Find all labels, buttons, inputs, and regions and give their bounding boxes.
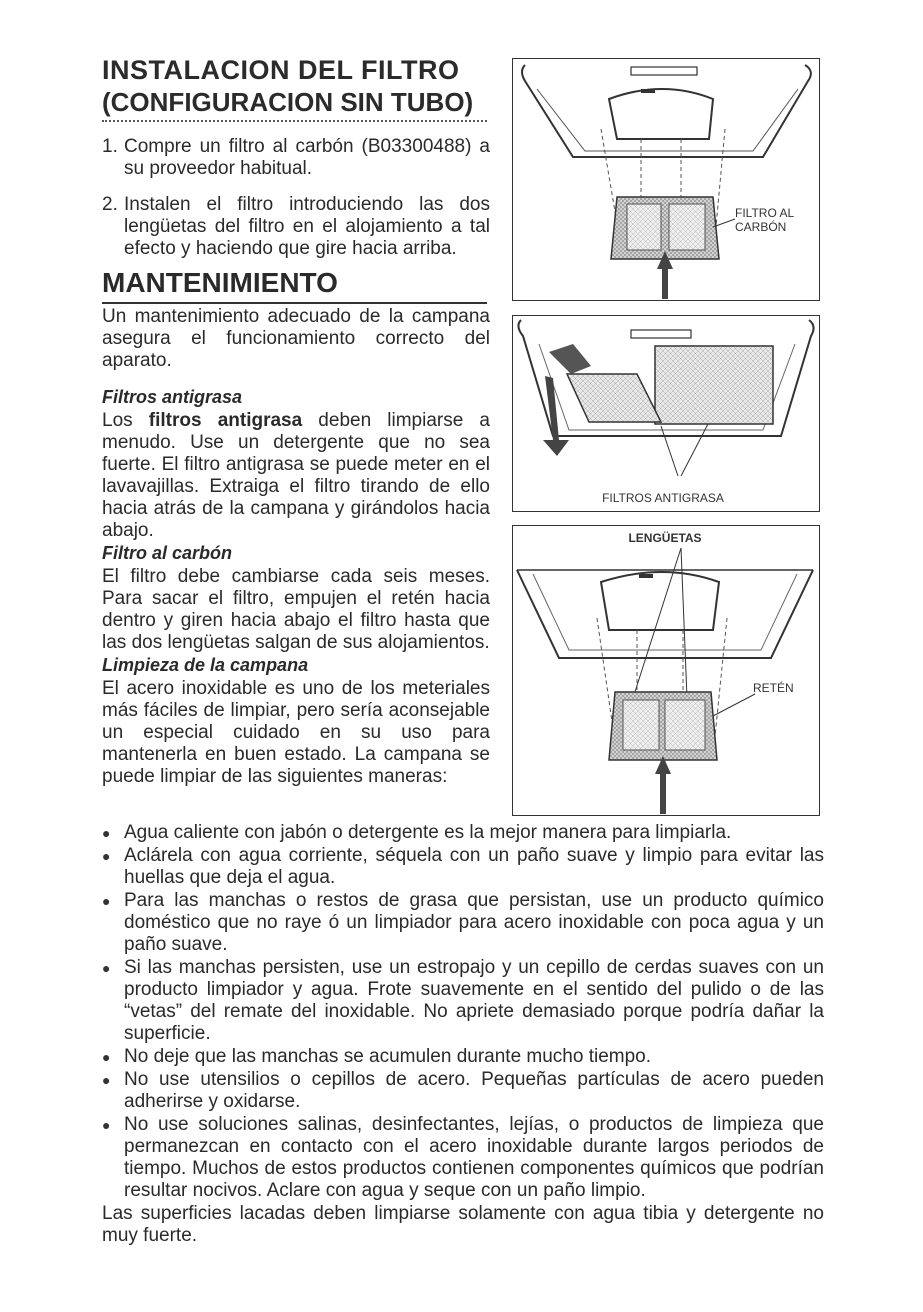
install-title: INSTALACION DEL FILTRO bbox=[102, 55, 460, 85]
tabs-label: LENGÜETAS bbox=[628, 531, 702, 545]
bullet-icon: ● bbox=[102, 1072, 111, 1088]
list-item bbox=[102, 1069, 824, 1113]
install-step-2 bbox=[102, 194, 490, 260]
list-item bbox=[102, 1046, 824, 1068]
grease-filter-text bbox=[102, 410, 490, 542]
section-divider bbox=[102, 302, 487, 304]
bullet-icon: ● bbox=[102, 1117, 111, 1133]
maintenance-title: MANTENIMIENTO bbox=[102, 267, 338, 298]
carbon-filter-label: FILTRO AL bbox=[735, 206, 795, 220]
list-item bbox=[102, 845, 824, 889]
bullet-icon: ● bbox=[102, 960, 111, 976]
tabs-latch-illustration bbox=[513, 526, 818, 814]
carbon-filter-label-2: CARBÓN bbox=[735, 220, 787, 234]
hood-cleaning-heading: Limpieza de la campana bbox=[102, 655, 309, 675]
bullet-icon: ● bbox=[102, 825, 111, 841]
grease-filter-heading: Filtros antigrasa bbox=[102, 387, 243, 407]
left-column bbox=[102, 55, 490, 788]
bullet-icon: ● bbox=[102, 1049, 111, 1065]
install-subtitle: (CONFIGURACION SIN TUBO) bbox=[102, 86, 487, 122]
step-text: Instalen el filtro introduciendo las dos lengüetas del filtro en el alojamiento a tal efecto y haciendo que gire hacia arriba. bbox=[124, 194, 490, 259]
grease-filter-illustration bbox=[513, 316, 818, 510]
maintenance-intro: Un mantenimiento adecuado de la campana asegura el funcionamiento correcto del aparato. bbox=[102, 306, 490, 371]
bullet-icon: ● bbox=[102, 848, 111, 864]
step-number: 2. bbox=[102, 194, 118, 215]
carbon-filter-text: El filtro debe cambiarse cada seis meses. Para sacar el filtro, empujen el retén hacia dentro y giren hacia abajo el filtro hasta que las dos lengüetas salgan de sus alojamientos. bbox=[102, 566, 490, 653]
figure-grease-filters bbox=[512, 315, 820, 512]
figure-tabs-latch bbox=[512, 525, 820, 816]
bullet-icon: ● bbox=[102, 893, 111, 909]
hood-cleaning-text: El acero inoxidable es uno de los meteriales más fáciles de limpiar, pero sería aconsejable un especial cuidado en su uso para mantenerla en buen estado. La campana se puede limpiar de las siguientes maneras: bbox=[102, 678, 490, 787]
cleaning-bullets bbox=[102, 822, 824, 1247]
list-item bbox=[102, 822, 824, 844]
grease-bold-term: filtros antigrasa bbox=[148, 410, 303, 431]
list-item-text: No deje que las manchas se acumulen durante mucho tiempo. bbox=[124, 1046, 652, 1067]
latch-label: RETÉN bbox=[753, 681, 794, 695]
carbon-filter-illustration bbox=[513, 59, 818, 299]
list-item-text: Aclárela con agua corriente, séquela con un paño suave y limpio para evitar las huellas que deja el agua. bbox=[124, 845, 824, 888]
step-number: 1. bbox=[102, 136, 118, 157]
grease-body: deben limpiarse a menudo. Use un detergente que no sea fuerte. El filtro antigrasa se puede meter en el lavavajillas. Extraiga el filtro tirando de ello hacia atrás de la campana y girándolos hacia abajo. bbox=[102, 410, 490, 541]
closing-paragraph: Las superficies lacadas deben limpiarse solamente con agua tibia y detergente no muy fuerte. bbox=[102, 1203, 824, 1246]
list-item-text: Si las manchas persisten, use un estropajo y un cepillo de cerdas suaves con un producto limpiador y agua. Frote suavemente en el sentido del pulido o de las “vetas” del remate del inoxidable. No apriete demasiado porque podría dañar la superficie. bbox=[124, 957, 824, 1044]
install-step-1 bbox=[102, 136, 490, 180]
list-item-text: Para las manchas o restos de grasa que persistan, use un producto químico doméstico que no raye ó un limpiador para acero inoxidable con poca agua y un paño suave. bbox=[124, 890, 824, 955]
list-item-text: No use soluciones salinas, desinfectantes, lejías, o productos de limpieza que permanezcan en contacto con el acero inoxidable durante largos periodos de tiempo. Muchos de estos productos contienen componentes químicos que podrían resultar nocivos. Aclare con agua y seque con un paño limpio. bbox=[124, 1114, 824, 1201]
list-item bbox=[102, 1114, 824, 1202]
grease-lead: Los bbox=[102, 410, 149, 431]
grease-filters-label: FILTROS ANTIGRASA bbox=[602, 491, 724, 505]
carbon-filter-heading: Filtro al carbón bbox=[102, 543, 233, 563]
figure-carbon-filter bbox=[512, 58, 820, 301]
list-item-text: No use utensilios o cepillos de acero. Pequeñas partículas de acero pueden adherirse y oxidarse. bbox=[124, 1069, 824, 1112]
list-item bbox=[102, 957, 824, 1045]
step-text: Compre un filtro al carbón (B03300488) a su proveedor habitual. bbox=[124, 136, 490, 179]
list-item bbox=[102, 890, 824, 956]
list-item-text: Agua caliente con jabón o detergente es la mejor manera para limpiarla. bbox=[124, 822, 732, 843]
